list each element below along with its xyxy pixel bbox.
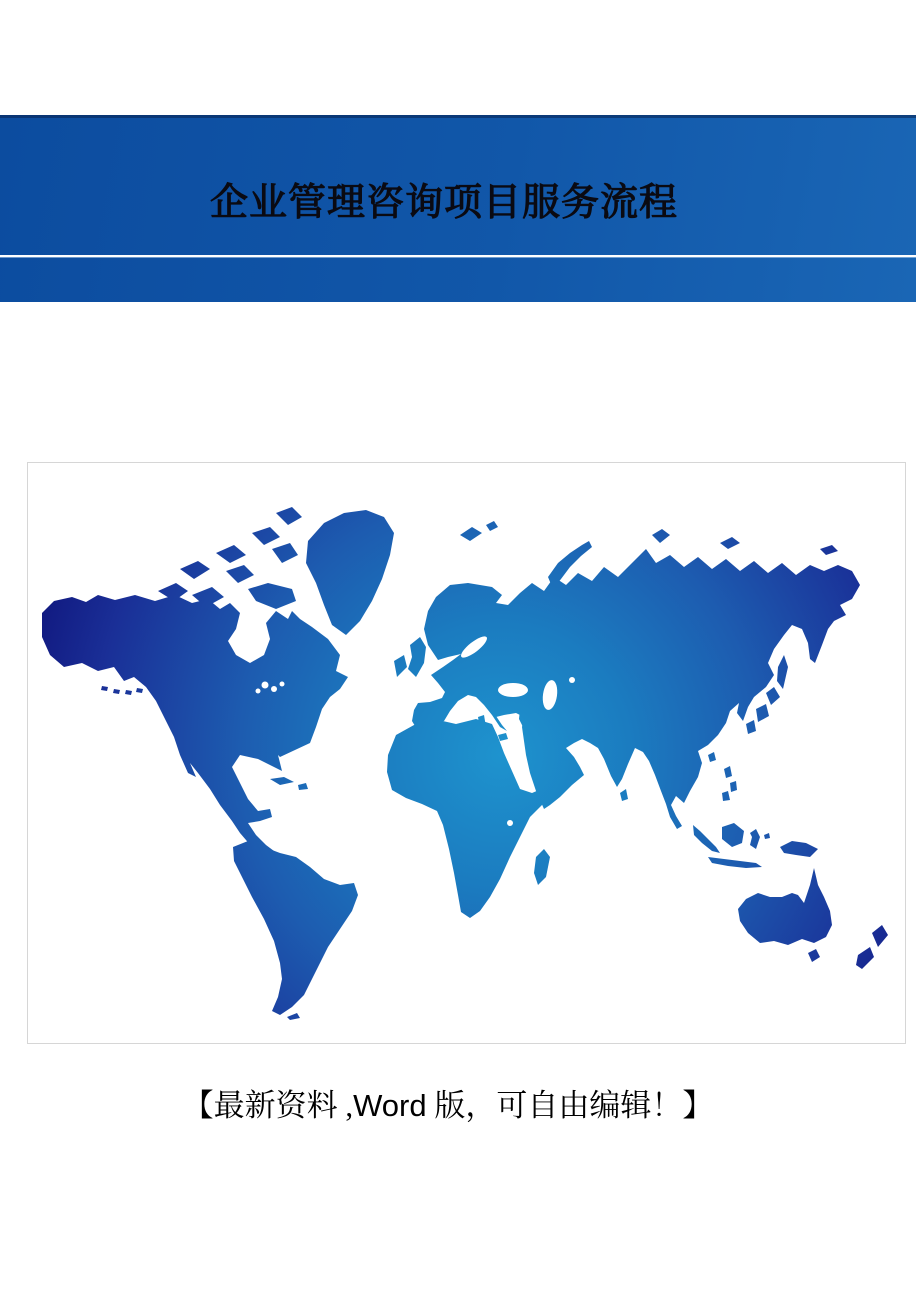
indonesia — [693, 823, 818, 868]
continent-north-america — [42, 595, 348, 855]
banner-divider-line — [0, 255, 916, 257]
caribbean-islands — [270, 777, 308, 790]
footer-note-prefix: 【最新资料 , — [182, 1088, 354, 1123]
arctic-archipelago — [158, 507, 302, 609]
british-isles — [394, 637, 426, 677]
footer-note-word: Word — [353, 1088, 427, 1123]
greenland — [306, 510, 394, 635]
document-title: 企业管理咨询项目服务流程 — [209, 182, 678, 224]
australia — [738, 868, 832, 962]
sri-lanka — [620, 789, 628, 801]
new-zealand — [856, 925, 888, 969]
continent-south-america — [233, 841, 358, 1020]
philippines — [722, 766, 737, 801]
world-map-image — [40, 505, 895, 1020]
aleutian-islands — [101, 686, 143, 695]
map-frame — [27, 462, 906, 1044]
footer-note — [0, 1086, 908, 1126]
title-banner — [0, 115, 916, 302]
footer-note-suffix: 版，可自由编辑！】 — [426, 1088, 714, 1123]
madagascar — [534, 849, 550, 885]
